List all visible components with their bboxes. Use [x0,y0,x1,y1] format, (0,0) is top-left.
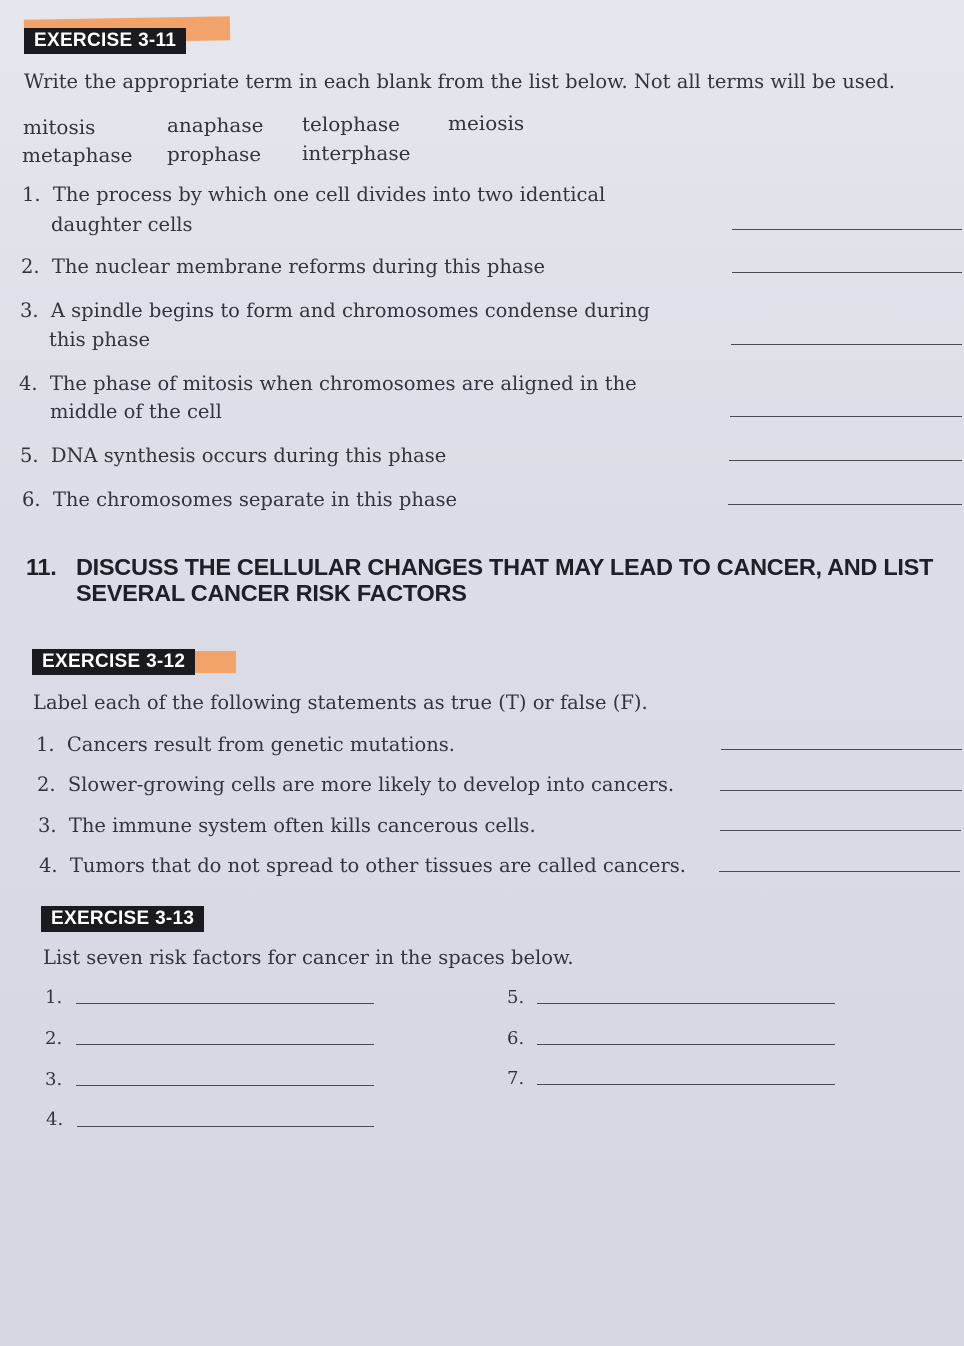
question-text: The phase of mitosis when chromosomes are aligned in the [49,372,637,395]
statement-number: 1. [36,733,55,756]
statement-number: 4. [39,854,58,877]
statement-text: Cancers result from genetic mutations. [66,733,455,756]
term: mitosis [23,115,96,139]
term: interphase [302,141,411,165]
statement-number: 2. [37,773,56,796]
statement-item [38,812,536,840]
question-item [20,442,700,470]
question-item [20,297,700,325]
question-item [22,486,702,514]
question-item [19,370,699,398]
answer-blank[interactable] [732,272,962,273]
term: telophase [302,112,401,136]
exercise-3-13-label: EXERCISE 3-13 [41,906,204,932]
list-number: 1. [45,987,63,1008]
list-number: 5. [507,987,525,1008]
question-text: The process by which one cell divides into two identical [52,183,606,206]
answer-blank[interactable] [76,1044,374,1045]
answer-blank[interactable] [537,1003,835,1004]
list-number: 2. [45,1028,63,1049]
question-text: The chromosomes separate in this phase [52,488,458,511]
statement-text: The immune system often kills cancerous cells. [68,814,536,837]
statement-item [39,852,686,880]
answer-blank[interactable] [719,871,960,872]
statement-text: Tumors that do not spread to other tissues are called cancers. [69,854,686,877]
section-heading [26,554,933,581]
answer-blank[interactable] [720,830,961,831]
section-title-line2: SEVERAL CANCER RISK FACTORS [76,580,467,606]
question-text: A spindle begins to form and chromosomes condense during [50,299,650,322]
answer-blank[interactable] [537,1084,835,1085]
list-number: 3. [45,1069,63,1090]
question-text-continued: daughter cells [51,213,193,236]
question-text-continued: middle of the cell [50,400,222,423]
list-number: 7. [507,1068,525,1089]
question-number: 5. [20,444,39,467]
question-item [21,253,701,281]
answer-blank[interactable] [720,790,962,791]
list-number: 4. [46,1109,64,1130]
question-text-continued: this phase [49,328,151,351]
exercise-3-13-instruction: List seven risk factors for cancer in the spaces below. [43,946,574,969]
question-number: 3. [20,299,39,322]
statement-item [36,731,455,759]
question-number: 6. [22,488,41,511]
question-number: 1. [22,183,41,206]
answer-blank[interactable] [537,1044,835,1045]
exercise-3-12-label: EXERCISE 3-12 [32,649,195,675]
exercise-3-11-instruction: Write the appropriate term in each blank from the list below. Not all terms will be used. [24,70,895,93]
list-number: 6. [507,1028,525,1049]
question-text: DNA synthesis occurs during this phase [50,444,447,467]
exercise-3-11-label: EXERCISE 3-11 [24,28,186,54]
answer-blank[interactable] [730,416,962,417]
section-number: 11. [26,554,57,580]
statement-item [37,771,674,799]
answer-blank[interactable] [76,1085,374,1086]
answer-blank[interactable] [728,504,962,505]
statement-text: Slower-growing cells are more likely to develop into cancers. [67,773,675,796]
answer-blank[interactable] [721,749,962,750]
exercise-3-12-instruction: Label each of the following statements as true (T) or false (F). [33,691,648,714]
term: prophase [167,142,262,166]
statement-number: 3. [38,814,57,837]
answer-blank[interactable] [732,229,962,230]
answer-blank[interactable] [731,344,962,345]
term: metaphase [22,143,133,167]
answer-blank[interactable] [729,460,962,461]
question-number: 4. [19,372,38,395]
section-title-line1: DISCUSS THE CELLULAR CHANGES THAT MAY LEAD TO CANCER, AND LIST [76,554,934,580]
question-number: 2. [21,255,40,278]
answer-blank[interactable] [76,1003,374,1004]
answer-blank[interactable] [77,1126,374,1127]
term: anaphase [167,113,264,137]
question-text: The nuclear membrane reforms during this phase [51,255,546,278]
question-item [22,181,702,209]
term: meiosis [448,111,525,135]
